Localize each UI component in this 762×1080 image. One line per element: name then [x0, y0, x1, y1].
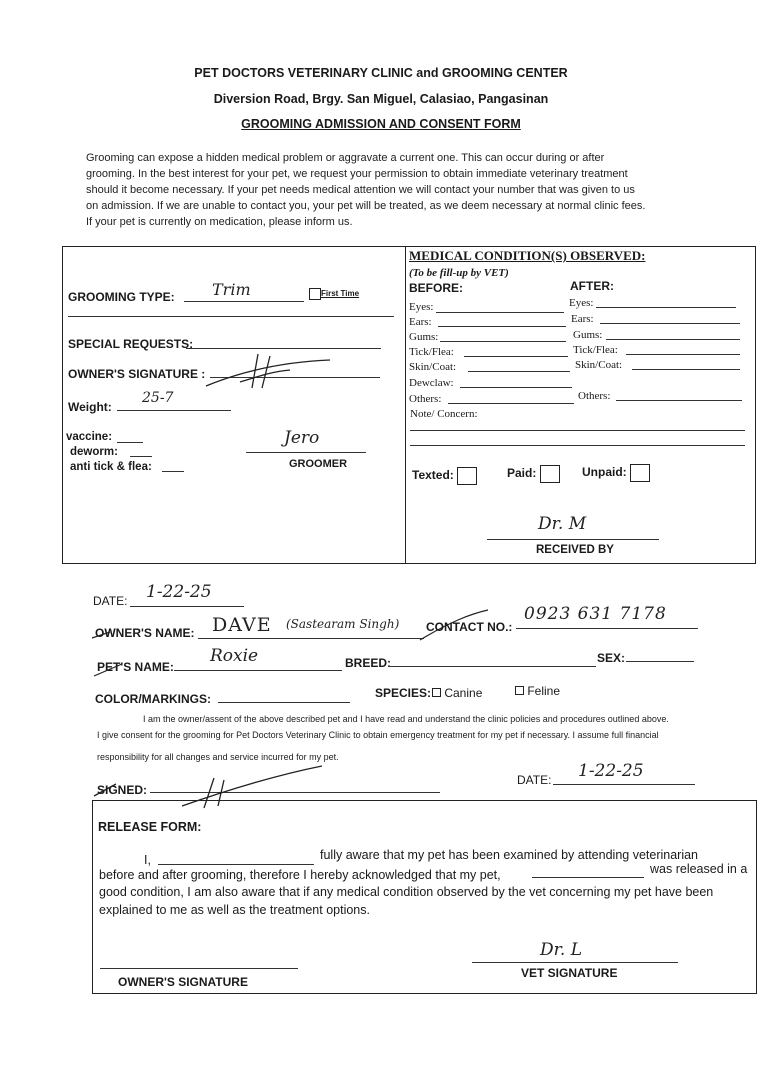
before-tickflea-field[interactable] — [464, 356, 568, 357]
first-time-checkbox[interactable] — [309, 288, 321, 300]
after-ears-label: Ears: — [571, 313, 594, 325]
vaccine-label: vaccine: — [66, 431, 113, 443]
pet-name-field[interactable] — [174, 670, 342, 671]
groomer-label: GROOMER — [289, 458, 348, 470]
release-p2-end: was released in a — [650, 862, 748, 876]
paid-option[interactable] — [507, 465, 560, 483]
pet-name-value: Roxie — [210, 646, 259, 666]
release-owner-signature-line[interactable] — [100, 968, 298, 969]
after-tickflea-field[interactable] — [626, 354, 740, 355]
vet-signature: Dr. L — [540, 940, 582, 960]
grooming-type-label: GROOMING TYPE: — [68, 290, 175, 304]
grooming-type-field[interactable] — [184, 301, 304, 302]
sex-field[interactable] — [626, 661, 694, 662]
intro-line: If your pet is currently on medication, please inform us. — [86, 216, 353, 228]
release-pet-name-field[interactable] — [532, 877, 644, 878]
before-tickflea-label: Tick/Flea: — [409, 346, 454, 358]
species-canine-option[interactable] — [432, 686, 482, 700]
texted-checkbox[interactable] — [457, 467, 477, 485]
before-ears-field[interactable] — [438, 326, 566, 327]
note-label: Note/ Concern: — [410, 408, 478, 420]
date-value: 1-22-25 — [146, 582, 212, 602]
first-time-label: First Time — [321, 289, 360, 298]
box-divider — [405, 246, 406, 564]
after-gums-label: Gums: — [573, 329, 603, 341]
after-eyes-label: Eyes: — [569, 297, 594, 309]
before-skincoat-label: Skin/Coat: — [409, 361, 457, 373]
before-eyes-field[interactable] — [436, 312, 564, 313]
weight-label: Weight: — [68, 400, 112, 414]
deworm-label: deworm: — [70, 446, 118, 458]
after-skincoat-field[interactable] — [632, 369, 740, 370]
weight-value: 25-7 — [142, 390, 174, 406]
intro-line: should it become necessary. If your pet needs medical attention we will contact your number that was given to us — [86, 184, 635, 196]
consent-date-field[interactable] — [553, 784, 695, 785]
after-others-label: Others: — [578, 390, 611, 402]
vet-signature-line[interactable] — [472, 962, 678, 963]
release-title: RELEASE FORM: — [98, 820, 202, 834]
date-label: DATE: — [93, 594, 128, 608]
unpaid-option[interactable] — [582, 464, 650, 482]
signed-label: SIGNED: — [97, 783, 148, 797]
paid-label: Paid: — [507, 466, 537, 481]
after-skincoat-label: Skin/Coat: — [575, 359, 623, 371]
before-label: BEFORE: — [409, 281, 463, 295]
weight-field[interactable] — [117, 410, 231, 411]
unpaid-label: Unpaid: — [582, 465, 627, 480]
canine-label: Canine — [444, 686, 483, 700]
contact-field[interactable] — [516, 628, 698, 629]
consent-date-value: 1-22-25 — [578, 761, 644, 781]
groomer-signature: Jero — [284, 428, 320, 448]
species-label: SPECIES: — [375, 686, 432, 700]
release-p4: explained to me as well as the treatment options. — [99, 903, 370, 917]
before-gums-label: Gums: — [409, 331, 439, 343]
texted-option[interactable] — [412, 467, 477, 485]
intro-line: on admission. If we are unable to contact you, your pet will be treated, as we deem necessary at normal clinic fees. — [86, 200, 646, 212]
pet-name-label: PET'S NAME: — [97, 660, 174, 674]
groomer-line — [246, 452, 366, 453]
unpaid-checkbox[interactable] — [630, 464, 650, 482]
after-label: AFTER: — [570, 279, 614, 293]
texted-label: Texted: — [412, 468, 454, 483]
grooming-extra-line — [68, 316, 394, 317]
before-ears-label: Ears: — [409, 316, 432, 328]
color-markings-field[interactable] — [218, 702, 350, 703]
contact-label: CONTACT NO.: — [426, 620, 513, 634]
before-gums-field[interactable] — [440, 341, 566, 342]
special-requests-field[interactable] — [186, 348, 381, 349]
note-line-2[interactable] — [410, 445, 745, 446]
breed-field[interactable] — [390, 666, 596, 667]
color-markings-label: COLOR/MARKINGS: — [95, 692, 211, 706]
paid-checkbox[interactable] — [540, 465, 560, 483]
species-feline-option[interactable] — [515, 684, 560, 698]
clinic-address: Diversion Road, Brgy. San Miguel, Calasiao, Pangasinan — [213, 92, 549, 106]
before-dewclaw-label: Dewclaw: — [409, 377, 454, 389]
before-eyes-label: Eyes: — [409, 301, 434, 313]
before-skincoat-field[interactable] — [468, 371, 570, 372]
after-others-field[interactable] — [616, 400, 742, 401]
received-by-label: RECEIVED BY — [536, 544, 614, 556]
owner-name-paren: (Sastearam Singh) — [286, 617, 400, 631]
before-dewclaw-field[interactable] — [460, 387, 572, 388]
medical-subtitle: (To be fill-up by VET) — [409, 267, 509, 279]
after-ears-field[interactable] — [600, 323, 740, 324]
release-p1-rest: fully aware that my pet has been examined by attending veterinarian — [320, 848, 699, 862]
before-others-label: Others: — [409, 393, 442, 405]
special-requests-label: SPECIAL REQUESTS: — [68, 337, 194, 351]
breed-label: BREED: — [345, 656, 392, 670]
consent-line-1: I am the owner/assent of the above described pet and I have read and understand the clinic policies and procedures outlined above. — [143, 714, 669, 724]
form-title: GROOMING ADMISSION AND CONSENT FORM — [241, 117, 521, 131]
after-gums-field[interactable] — [606, 339, 740, 340]
before-others-field[interactable] — [448, 403, 574, 404]
release-owner-name-field[interactable] — [158, 864, 314, 865]
consent-date-label: DATE: — [517, 773, 552, 787]
feline-checkbox[interactable] — [515, 686, 524, 695]
received-signature: Dr. M — [538, 514, 587, 534]
after-eyes-field[interactable] — [596, 307, 736, 308]
antitick-label: anti tick & flea: — [70, 461, 152, 473]
deworm-field[interactable] — [130, 456, 152, 457]
intro-line: Grooming can expose a hidden medical problem or aggravate a current one. This can occur during or after — [86, 152, 605, 164]
medical-title: MEDICAL CONDITION(S) OBSERVED: — [409, 248, 646, 263]
canine-checkbox[interactable] — [432, 688, 441, 697]
release-p3: good condition, I am also aware that if any medical condition observed by the vet concerning my pet have been — [99, 885, 714, 899]
consent-line-2: I give consent for the grooming for Pet Doctors Veterinary Clinic to obtain emergency treatment for my pet if necessary. I assume full financial — [97, 730, 659, 740]
release-p1-start: I, — [144, 853, 151, 867]
owner-signature-label: OWNER'S SIGNATURE : — [68, 367, 206, 381]
contact-value: 0923 631 7178 — [524, 604, 667, 624]
note-line-1[interactable] — [410, 430, 745, 431]
clinic-name: PET DOCTORS VETERINARY CLINIC and GROOMING CENTER — [194, 66, 568, 80]
release-p2-start: before and after grooming, therefore I hereby acknowledged that my pet, — [99, 868, 501, 882]
grooming-type-value: Trim — [212, 280, 251, 299]
after-tickflea-label: Tick/Flea: — [573, 344, 618, 356]
intro-text — [86, 150, 696, 230]
pet-name-strike — [92, 650, 132, 680]
received-line — [487, 539, 659, 540]
intro-line: grooming. In the best interest for your pet, we request your permission to obtain immediate veterinary treatment — [86, 168, 628, 180]
feline-label: Feline — [527, 684, 561, 698]
owner-name-value: DAVE — [212, 614, 272, 636]
antitick-field[interactable] — [162, 471, 184, 472]
owner-name-label: OWNER'S NAME: — [95, 626, 195, 640]
sex-label: SEX: — [597, 651, 626, 665]
vaccine-field[interactable] — [117, 442, 143, 443]
consent-line-3: responsibility for all changes and service incurred for my pet. — [97, 752, 339, 762]
vet-signature-label: VET SIGNATURE — [521, 966, 618, 980]
owner-signature-mark — [200, 352, 340, 392]
release-owner-signature-label: OWNER'S SIGNATURE — [118, 975, 248, 989]
